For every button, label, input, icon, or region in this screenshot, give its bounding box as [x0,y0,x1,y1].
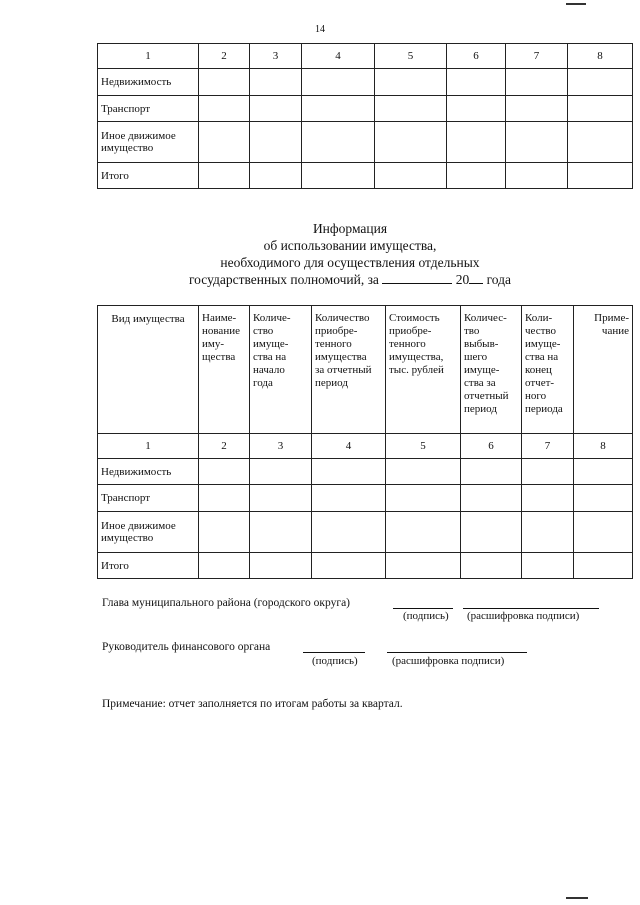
table-cell [447,96,506,122]
column-number: 2 [199,44,250,69]
table-cell [461,459,522,485]
continuation-table [97,43,633,189]
column-header: Количес- тво выбыв- шего имуще- ства за отчетный период [461,306,522,434]
table-cell [461,512,522,553]
table-cell [312,512,386,553]
table-cell [386,553,461,579]
column-number: 4 [302,44,375,69]
head-signature-caption: (подпись) [403,610,449,622]
row-label: Итого [98,163,199,189]
page-number: 14 [315,24,325,35]
table-cell [199,163,250,189]
row-label: Недвижимость [98,69,199,96]
table-cell [447,69,506,96]
scan-mark [566,3,586,5]
table-cell [312,553,386,579]
table-cell [250,512,312,553]
table-row [98,69,633,96]
title-period-suffix: года [486,272,511,287]
table-cell [522,553,574,579]
title-period-prefix: государственных полномочий, за [188,272,379,287]
table-row [98,96,633,122]
table-cell [250,69,302,96]
table-cell [506,122,568,163]
table-cell [302,163,375,189]
table-cell [461,485,522,512]
head-signature-label: Глава муниципального района (городского округа) [102,597,351,609]
table-cell [568,163,633,189]
row-label: Иное движимое имущество [98,122,199,163]
column-number: 1 [98,434,199,459]
table-cell [312,459,386,485]
period-blank [382,271,452,284]
table-row [98,553,633,579]
table-cell [568,69,633,96]
table-cell [250,122,302,163]
column-number: 6 [461,434,522,459]
table-cell [250,163,302,189]
column-header: Коли- чество имуще- ства на конец отчет- ного периода [522,306,574,434]
table-cell [375,163,447,189]
table-cell [375,122,447,163]
table-row [98,122,633,163]
column-header: Стоимость приобре- тенного имущества, тыс. рублей [386,306,461,434]
table-cell [506,96,568,122]
title-line-period [0,271,640,288]
finance-signature-line [303,652,365,653]
column-header: Приме- чание [574,306,633,434]
table-cell [386,459,461,485]
table-cell [506,69,568,96]
note-text: Примечание: отчет заполняется по итогам работы за квартал. [102,698,403,710]
column-number: 2 [199,434,250,459]
table-cell [250,485,312,512]
table-row [98,512,633,553]
table-cell [568,122,633,163]
column-number: 5 [375,44,447,69]
table-cell [302,122,375,163]
finance-name-line [387,652,527,653]
column-number: 3 [250,44,302,69]
table-cell [522,459,574,485]
title-line: об использовании имущества, [263,238,437,253]
column-number: 8 [568,44,633,69]
column-number: 7 [522,434,574,459]
scan-mark [566,897,588,899]
table-cell [199,69,250,96]
year-blank [469,271,483,284]
table-cell [461,553,522,579]
table-cell [302,69,375,96]
table-cell [250,553,312,579]
column-header: Количе- ство имуще- ства на начало года [250,306,312,434]
column-number: 4 [312,434,386,459]
title-line: необходимого для осуществления отдельных [220,255,480,270]
table-row [98,163,633,189]
table-cell [250,96,302,122]
head-name-caption: (расшифровка подписи) [467,610,580,622]
table-cell [386,485,461,512]
head-signature-line [393,608,453,609]
table-cell [447,163,506,189]
table-cell [375,96,447,122]
document-title [0,220,640,288]
property-usage-table [97,305,633,579]
column-number-row [98,44,633,69]
column-number: 7 [506,44,568,69]
table-cell [574,485,633,512]
table-cell [447,122,506,163]
finance-name-caption: (расшифровка подписи) [392,655,505,667]
finance-signature-caption: (подпись) [312,655,358,667]
column-number: 8 [574,434,633,459]
title-line: Информация [312,221,388,236]
table-cell [375,69,447,96]
header-row [98,306,633,434]
table-cell [568,96,633,122]
column-number: 3 [250,434,312,459]
table-cell [199,512,250,553]
row-label: Итого [98,553,199,579]
table-cell [199,459,250,485]
table-cell [522,512,574,553]
column-header: Вид имущества [98,306,199,434]
row-label: Недвижимость [98,459,199,485]
row-label: Транспорт [98,485,199,512]
column-header: Количество приобре- тенного имущества за отчетный период [312,306,386,434]
table-cell [199,553,250,579]
column-number: 6 [447,44,506,69]
table-row [98,459,633,485]
column-number: 5 [386,434,461,459]
table-row [98,485,633,512]
table-cell [574,553,633,579]
column-header: Наиме- нование иму- щества [199,306,250,434]
table-cell [574,459,633,485]
table-cell [312,485,386,512]
table-cell [574,512,633,553]
table-cell [250,459,312,485]
row-label: Иное движимое имущество [98,512,199,553]
finance-signature-label: Руководитель финансового органа [102,641,271,653]
column-number: 1 [98,44,199,69]
table-cell [522,485,574,512]
row-label: Транспорт [98,96,199,122]
table-cell [199,96,250,122]
table-cell [199,122,250,163]
table-cell [302,96,375,122]
table-cell [386,512,461,553]
title-period-year: 20 [455,272,470,287]
column-number-row [98,434,633,459]
table-cell [199,485,250,512]
table-cell [506,163,568,189]
head-name-line [463,608,599,609]
